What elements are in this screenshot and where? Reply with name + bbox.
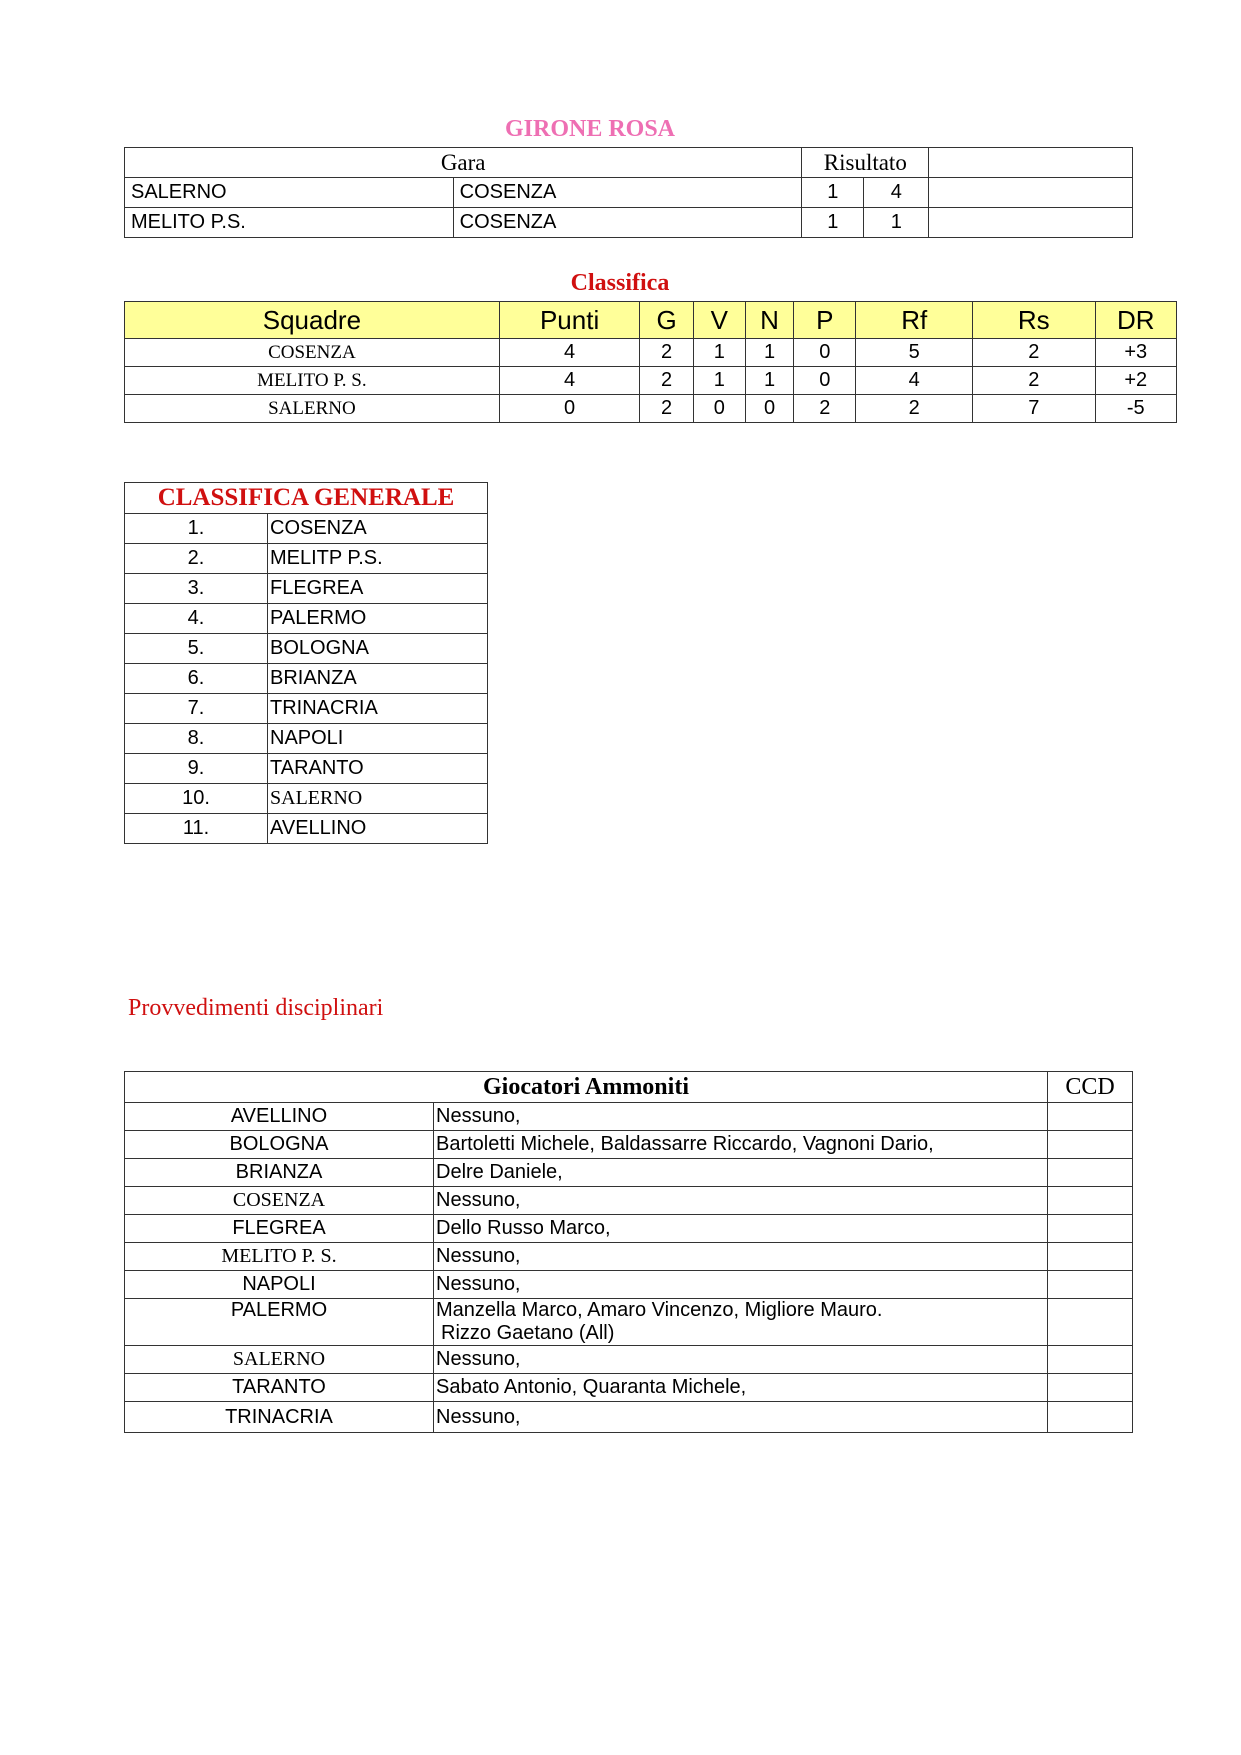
position: 3.: [125, 574, 268, 604]
empty-header-cell: [929, 148, 1133, 178]
ccd-cell: [1048, 1187, 1133, 1215]
team-name: COSENZA: [268, 514, 488, 544]
team-name: NAPOLI: [125, 1271, 434, 1299]
general-row: [125, 814, 488, 844]
players-cell: [434, 1299, 1048, 1346]
players: Sabato Antonio, Quaranta Michele,: [434, 1374, 1048, 1402]
gara-header: Gara: [125, 148, 802, 178]
team-name: MELITO P. S.: [125, 1243, 434, 1271]
team-name: COSENZA: [125, 1187, 434, 1215]
header-p: P: [794, 302, 856, 339]
team-name: SALERNO: [125, 1346, 434, 1374]
punti: 4: [499, 339, 640, 367]
away-team: COSENZA: [453, 208, 802, 238]
away-goals: 4: [864, 178, 929, 208]
standings-row: [125, 395, 1177, 423]
cautioned-row: [125, 1215, 1133, 1243]
team-name: TARANTO: [268, 754, 488, 784]
ccd-cell: [1048, 1131, 1133, 1159]
ccd-cell: [1048, 1402, 1133, 1433]
general-standings-title: CLASSIFICA GENERALE: [125, 483, 488, 514]
team-name: TRINACRIA: [125, 1402, 434, 1433]
players: Nessuno,: [434, 1346, 1048, 1374]
ccd-cell: [1048, 1215, 1133, 1243]
giocate: 2: [640, 395, 693, 423]
ccd-cell: [1048, 1159, 1133, 1187]
risultato-header: Risultato: [802, 148, 929, 178]
team-name: MELITP P.S.: [268, 544, 488, 574]
team-name: BOLOGNA: [268, 634, 488, 664]
team-name: PALERMO: [268, 604, 488, 634]
cautioned-row: [125, 1299, 1133, 1346]
classifica-title: Classifica: [570, 270, 670, 296]
standings-table: [124, 301, 1177, 423]
nulle: 1: [745, 339, 793, 367]
cautioned-players-table: [124, 1071, 1133, 1433]
header-rs: Rs: [972, 302, 1095, 339]
general-row: [125, 754, 488, 784]
players: Nessuno,: [434, 1103, 1048, 1131]
differenza-reti: +2: [1095, 367, 1176, 395]
giocate: 2: [640, 339, 693, 367]
team-name: FLEGREA: [268, 574, 488, 604]
team-name: PALERMO: [125, 1299, 434, 1346]
general-row: [125, 604, 488, 634]
position: 9.: [125, 754, 268, 784]
position: 10.: [125, 784, 268, 814]
home-team: SALERNO: [125, 178, 454, 208]
empty-cell: [929, 178, 1133, 208]
perse: 2: [794, 395, 856, 423]
differenza-reti: +3: [1095, 339, 1176, 367]
match-row: [125, 208, 1133, 238]
general-row: [125, 544, 488, 574]
position: 11.: [125, 814, 268, 844]
ccd-cell: [1048, 1299, 1133, 1346]
general-row: [125, 694, 488, 724]
header-n: N: [745, 302, 793, 339]
punti: 0: [499, 395, 640, 423]
header-punti: Punti: [499, 302, 640, 339]
position: 5.: [125, 634, 268, 664]
home-goals: 1: [802, 208, 864, 238]
team-name: FLEGREA: [125, 1215, 434, 1243]
cautioned-row: [125, 1346, 1133, 1374]
perse: 0: [794, 367, 856, 395]
position: 2.: [125, 544, 268, 574]
position: 1.: [125, 514, 268, 544]
vinte: 0: [693, 395, 745, 423]
provvedimenti-title: Provvedimenti disciplinari: [128, 995, 384, 1021]
position: 8.: [125, 724, 268, 754]
team-name: AVELLINO: [125, 1103, 434, 1131]
players: Manzella Marco, Amaro Vincenzo, Migliore Mauro.: [436, 1299, 883, 1321]
cautioned-row: [125, 1187, 1133, 1215]
players: Dello Russo Marco,: [434, 1215, 1048, 1243]
cautioned-row: [125, 1103, 1133, 1131]
standings-row: [125, 367, 1177, 395]
header-squadre: Squadre: [125, 302, 500, 339]
cautioned-row: [125, 1243, 1133, 1271]
general-row: [125, 634, 488, 664]
ccd-cell: [1048, 1271, 1133, 1299]
empty-cell: [929, 208, 1133, 238]
position: 6.: [125, 664, 268, 694]
players-line2: Rizzo Gaetano (All): [441, 1322, 615, 1344]
general-row: [125, 724, 488, 754]
team-name: AVELLINO: [268, 814, 488, 844]
match-row: [125, 178, 1133, 208]
reti-fatte: 2: [856, 395, 973, 423]
reti-subite: 2: [972, 339, 1095, 367]
players: Delre Daniele,: [434, 1159, 1048, 1187]
punti: 4: [499, 367, 640, 395]
giocate: 2: [640, 367, 693, 395]
header-dr: DR: [1095, 302, 1176, 339]
team-name: TRINACRIA: [268, 694, 488, 724]
team-name: BRIANZA: [268, 664, 488, 694]
team-name: COSENZA: [125, 339, 500, 367]
matches-table: [124, 147, 1133, 238]
nulle: 0: [745, 395, 793, 423]
team-name: MELITO P. S.: [125, 367, 500, 395]
general-row: [125, 574, 488, 604]
header-v: V: [693, 302, 745, 339]
general-row: [125, 514, 488, 544]
home-goals: 1: [802, 178, 864, 208]
players: Bartoletti Michele, Baldassarre Riccardo, Vagnoni Dario,: [434, 1131, 1048, 1159]
reti-fatte: 5: [856, 339, 973, 367]
cautioned-row: [125, 1131, 1133, 1159]
general-row: [125, 664, 488, 694]
position: 4.: [125, 604, 268, 634]
general-standings-table: [124, 482, 488, 844]
reti-subite: 2: [972, 367, 1095, 395]
cautioned-row: [125, 1402, 1133, 1433]
cautioned-row: [125, 1271, 1133, 1299]
players: Nessuno,: [434, 1243, 1048, 1271]
girone-title: GIRONE ROSA: [504, 116, 676, 142]
ccd-header: CCD: [1048, 1072, 1133, 1103]
header-rf: Rf: [856, 302, 973, 339]
vinte: 1: [693, 339, 745, 367]
reti-fatte: 4: [856, 367, 973, 395]
home-team: MELITO P.S.: [125, 208, 454, 238]
away-goals: 1: [864, 208, 929, 238]
team-name: TARANTO: [125, 1374, 434, 1402]
header-g: G: [640, 302, 693, 339]
vinte: 1: [693, 367, 745, 395]
ammoniti-header: Giocatori Ammoniti: [125, 1072, 1048, 1103]
players: Nessuno,: [434, 1271, 1048, 1299]
team-name: NAPOLI: [268, 724, 488, 754]
standings-row: [125, 339, 1177, 367]
team-name: BOLOGNA: [125, 1131, 434, 1159]
ccd-cell: [1048, 1243, 1133, 1271]
position: 7.: [125, 694, 268, 724]
cautioned-row: [125, 1374, 1133, 1402]
cautioned-row: [125, 1159, 1133, 1187]
players: Nessuno,: [434, 1402, 1048, 1433]
reti-subite: 7: [972, 395, 1095, 423]
away-team: COSENZA: [453, 178, 802, 208]
ccd-cell: [1048, 1346, 1133, 1374]
nulle: 1: [745, 367, 793, 395]
ccd-cell: [1048, 1103, 1133, 1131]
perse: 0: [794, 339, 856, 367]
team-name: SALERNO: [125, 395, 500, 423]
players: Nessuno,: [434, 1187, 1048, 1215]
differenza-reti: -5: [1095, 395, 1176, 423]
ccd-cell: [1048, 1374, 1133, 1402]
team-name: BRIANZA: [125, 1159, 434, 1187]
team-name: SALERNO: [268, 784, 488, 814]
general-row: [125, 784, 488, 814]
